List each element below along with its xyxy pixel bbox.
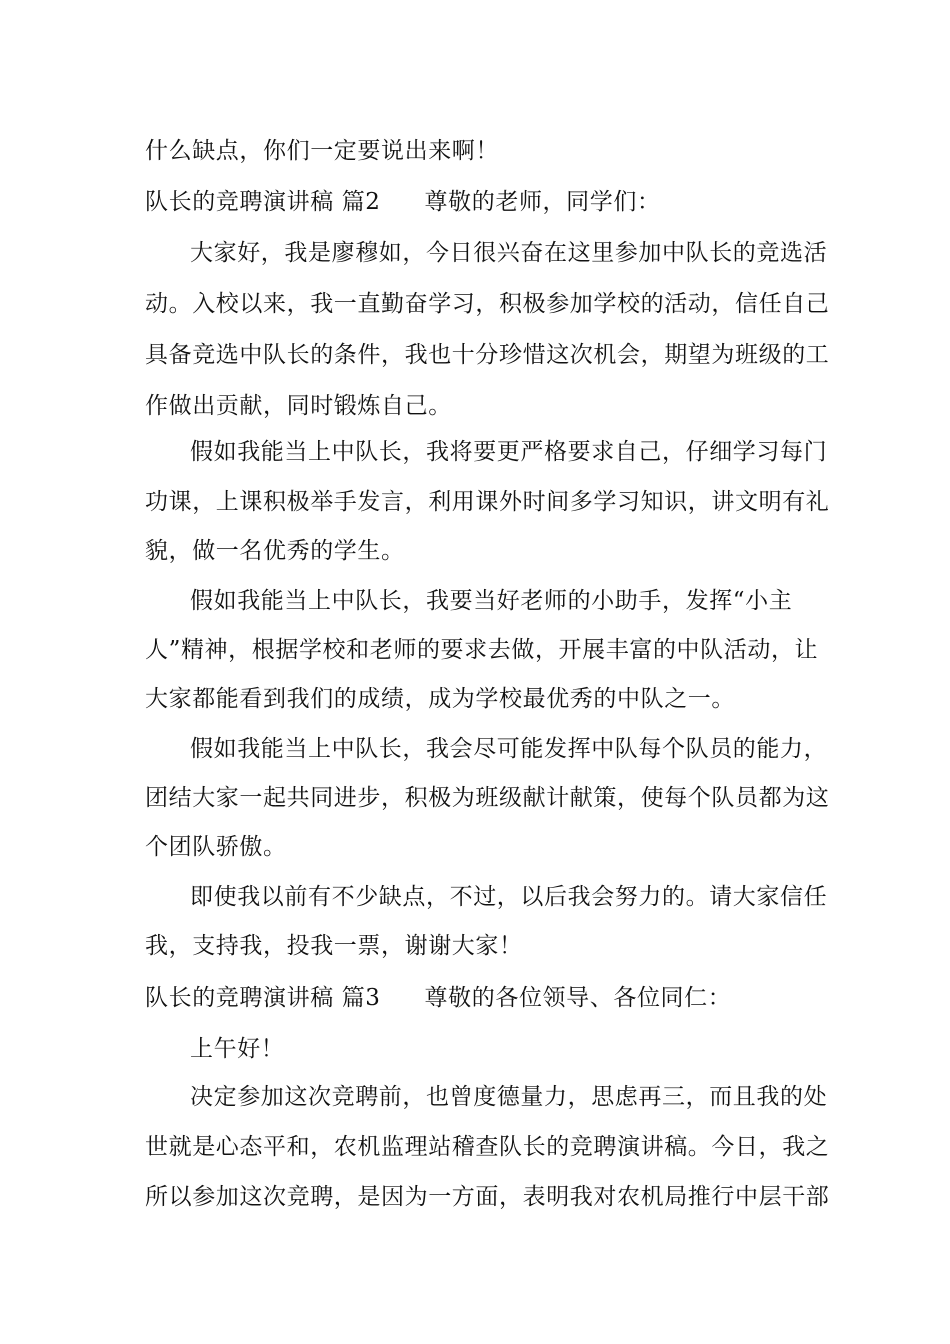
text-line: 人”精神，根据学校和老师的要求去做，开展丰富的中队活动，让 [145, 637, 819, 663]
text-line: 大家都能看到我们的成绩，成为学校最优秀的中队之一。 [145, 686, 735, 712]
text-line: 假如我能当上中队长，我会尽可能发挥中队每个队员的能力， [190, 736, 828, 762]
text-line: 上午好！ [190, 1036, 285, 1062]
text-line: 具备竞选中队长的条件，我也十分珍惜这次机会，期望为班级的工 [145, 342, 830, 368]
text-line: 世就是心态平和，农机监理站稽查队长的竞聘演讲稿。今日，我之 [145, 1134, 830, 1160]
section-heading-3 [145, 982, 731, 1014]
section-title: 队长的竞聘演讲稿 篇2 [145, 189, 381, 215]
text-line: 什么缺点，你们一定要说出来啊！ [145, 138, 499, 164]
text-line: 假如我能当上中队长，我将要更严格要求自己，仔细学习每门 [190, 439, 828, 465]
text-line: 大家好，我是廖穆如，今日很兴奋在这里参加中队长的竞选活 [190, 240, 828, 266]
text-line: 貌，做一名优秀的学生。 [145, 538, 405, 564]
text-line: 决定参加这次竞聘前，也曾度德量力，思虑再三，而且我的处 [190, 1084, 828, 1110]
salutation: 尊敬的老师，同学们： [424, 189, 661, 215]
text-line: 我，支持我，投我一票，谢谢大家！ [145, 933, 523, 959]
text-line: 团结大家一起共同进步，积极为班级献计献策，使每个队员都为这 [145, 785, 830, 811]
text-line: 功课，上课积极举手发言，利用课外时间多学习知识，讲文明有礼 [145, 489, 830, 515]
section-heading-2 [145, 186, 661, 218]
text-line: 即使我以前有不少缺点，不过，以后我会努力的。请大家信任 [190, 884, 828, 910]
section-title: 队长的竞聘演讲稿 篇3 [145, 985, 381, 1011]
text-line: 假如我能当上中队长，我要当好老师的小助手，发挥“小主 [190, 588, 793, 614]
text-line: 作做出贡献，同时锻炼自己。 [145, 393, 452, 419]
salutation: 尊敬的各位领导、各位同仁： [424, 985, 732, 1011]
text-line: 动。入校以来，我一直勤奋学习，积极参加学校的活动，信任自己 [145, 291, 830, 317]
text-line: 所以参加这次竞聘，是因为一方面，表明我对农机局推行中层干部 [145, 1184, 830, 1210]
text-line: 个团队骄傲。 [145, 834, 287, 860]
